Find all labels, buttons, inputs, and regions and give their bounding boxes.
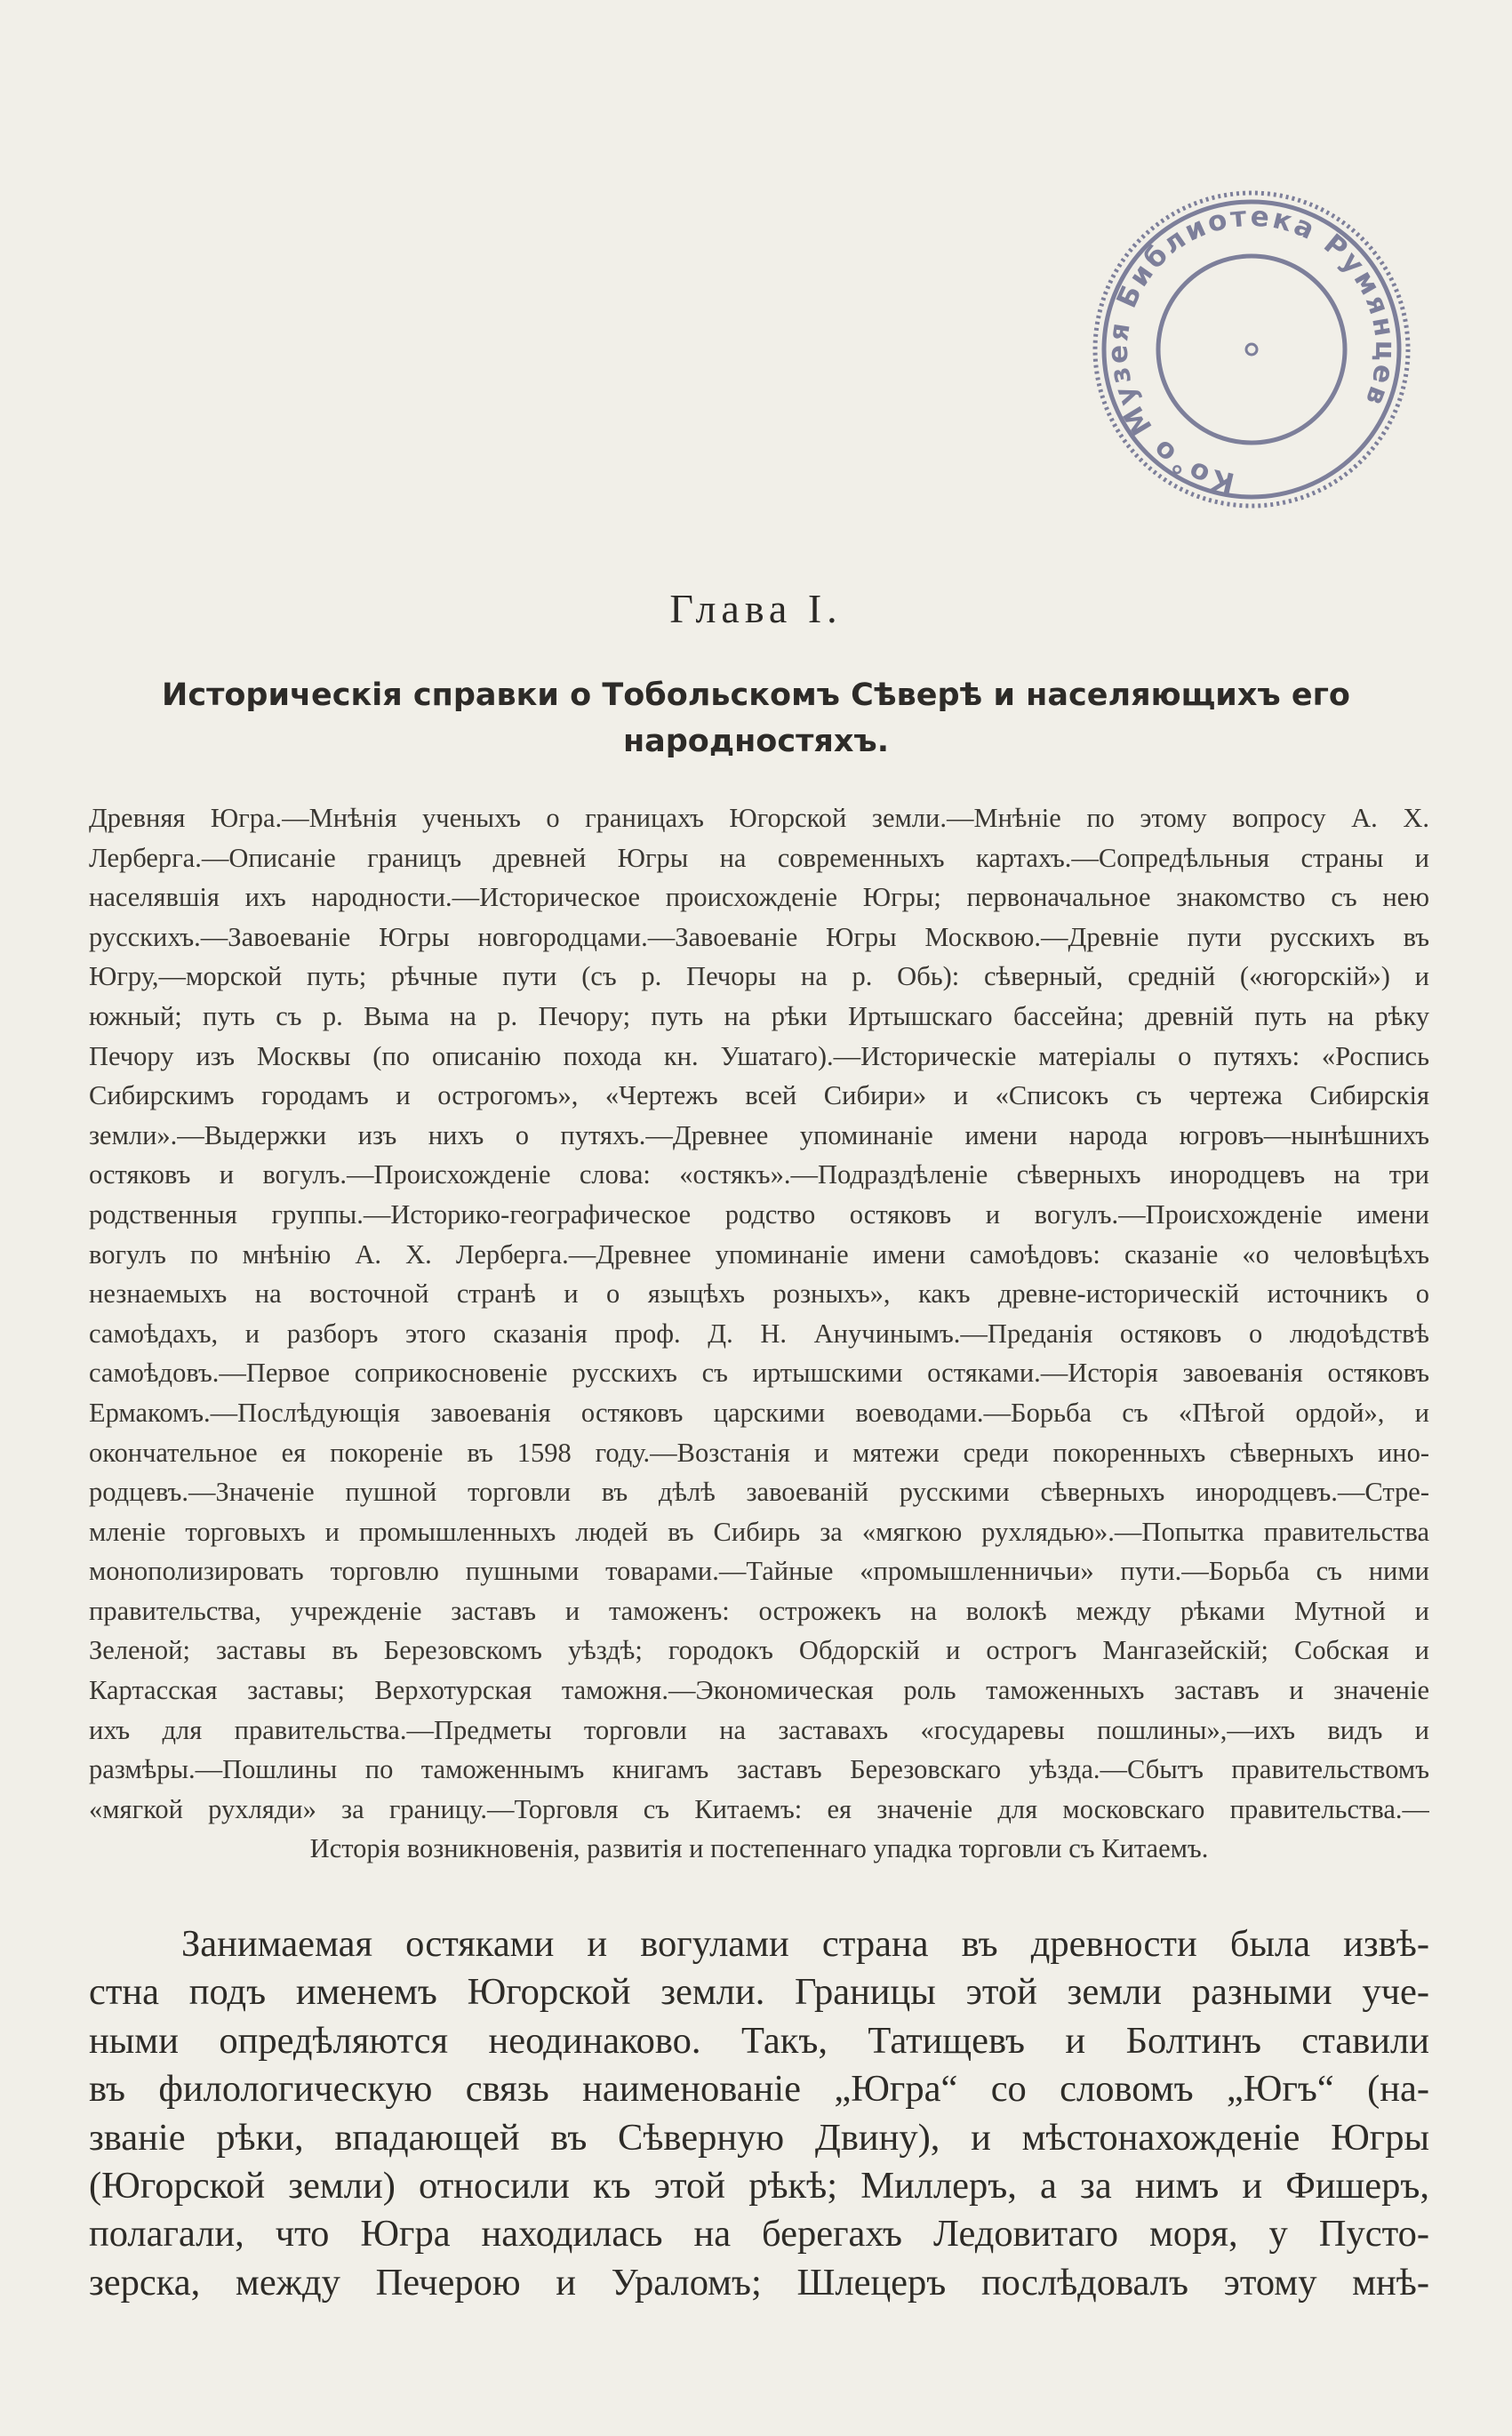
body-line: ными опредѣляются неодинаково. Такъ, Татищевъ и Болтинъ ставили — [89, 2019, 1429, 2062]
chapter-heading: Глава I. — [669, 586, 843, 631]
summary-line: самоѣдахъ, и разборъ этого сказанія проф. Д. Н. Анучинымъ.—Преданія остяковъ о людоѣдствѣ — [89, 1318, 1429, 1349]
body-line: стна подъ именемъ Югорской земли. Границы этой земли разными уче- — [89, 1971, 1429, 2014]
summary-line: размѣры.—Пошлины по таможеннымъ книгамъ заставъ Березовскаго уѣзда.—Сбытъ правительствомъ — [89, 1754, 1429, 1785]
summary-line: остяковъ и вогулъ.—Происхожденіе слова: «остякъ».—Подраздѣленіе сѣверныхъ инородцевъ на три — [89, 1159, 1429, 1190]
chapter-title-line-2: народностяхъ. — [622, 724, 890, 759]
summary-line: Югру,—морской путь; рѣчные пути (съ р. Печоры на р. Обь): сѣверный, средній («югорскій») и — [89, 961, 1429, 992]
body-line: званіе рѣки, впадающей въ Сѣверную Двину), и мѣстонахожденіе Югры — [89, 2116, 1429, 2159]
summary-line: Картасская заставы; Верхотурская таможня.—Экономическая роль таможенныхъ заставъ и значеніе — [89, 1675, 1429, 1706]
body-line: полагали, что Югра находилась на берегахъ Ледовитаго моря, у Пусто- — [89, 2213, 1429, 2256]
body-line: въ филологическую связь наименованіе „Югра“ со словомъ „Югъ“ (на- — [89, 2068, 1429, 2111]
summary-line: родцевъ.—Значеніе пушной торговли въ дѣлѣ завоеваній русскими сѣверныхъ инородцевъ.—Стре- — [89, 1477, 1429, 1508]
summary-line: Зеленой; заставы въ Березовскомъ уѣздѣ; городокъ Обдорскій и острогъ Мангазейскій; Собская и — [89, 1635, 1429, 1666]
body-line: Занимаемая остяками и вогулами страна въ древности была извѣ- — [181, 1923, 1429, 1965]
summary-line: правительства, учрежденіе заставъ и таможенъ: острожекъ на волокѣ между рѣками Мутной и — [89, 1595, 1429, 1626]
summary-line: окончательное ея покореніе въ 1598 году.—Возстанія и мятежи среди покоренныхъ сѣверныхъ ино- — [89, 1437, 1429, 1468]
summary-line: Исторія возникновенія, развитія и постепеннаго упадка торговли съ Китаемъ. — [309, 1833, 1209, 1864]
summary-line: монополизировать торговлю пушными товарами.—Тайные «промышленничьи» пути.—Борьба съ ними — [89, 1556, 1429, 1587]
summary-line: ихъ для правительства.—Предметы торговли на заставахъ «государевы пошлины»,—ихъ видъ и — [89, 1714, 1429, 1745]
chapter-summary — [89, 798, 1429, 1869]
body-text — [89, 1920, 1429, 2307]
body-line: (Югорской земли) относили къ этой рѣкѣ; Миллеръ, а за нимъ и Фишеръ, — [89, 2164, 1429, 2207]
summary-line: Сибирскимъ городамъ и острогомъ», «Чертежъ всей Сибири» и «Списокъ съ чертежа Сибирскія — [89, 1080, 1429, 1111]
summary-line: Печору изъ Москвы (по описанію похода кн. Ушатаго).—Историческіе матеріалы о путяхъ: «Роспись — [89, 1040, 1429, 1071]
summary-line: родственныя группы.—Историко-географическое родство остяковъ и вогулъ.—Происхожденіе имени — [89, 1198, 1429, 1230]
summary-line: мленіе торговыхъ и промышленныхъ людей въ Сибирь за «мягкою рухлядью».—Попытка правительства — [89, 1516, 1429, 1547]
summary-line: Лерберга.—Описаніе границъ древней Югры на современныхъ картахъ.—Сопредѣльныя страны и — [89, 842, 1429, 873]
library-stamp — [1086, 188, 1417, 510]
body-line: зерска, между Печерою и Ураломъ; Шлецеръ послѣдовалъ этому мнѣ- — [89, 2261, 1429, 2304]
chapter-title-line-1: Историческія справки о Тобольскомъ Сѣверѣ и населяющихъ его — [162, 677, 1350, 713]
summary-line: южный; путь съ р. Вымa на р. Печору; путь на рѣки Иртышскаго бассейна; древній путь на рѣку — [89, 1000, 1429, 1031]
summary-line: населявшія ихъ народности.—Историческое происхожденіе Югры; первоначальное знакомство съ нею — [89, 882, 1429, 913]
summary-line: земли».—Выдержки изъ нихъ о путяхъ.—Древнее упоминаніе имени народа югровъ—нынѣшнихъ — [89, 1119, 1429, 1150]
chapter-title — [71, 672, 1441, 765]
summary-line: вогулъ по мнѣнію А. Х. Лерберга.—Древнее упоминаніе имени самоѣдовъ: сказаніе «о человѣцѣхъ — [89, 1238, 1429, 1270]
summary-line: незнаемыхъ на восточной странѣ и о языцѣхъ розныхъ», какъ древне-историческій источникъ о — [89, 1278, 1429, 1310]
summary-line: русскихъ.—Завоеваніе Югры новгородцами.—Завоеваніе Югры Москвою.—Древніе пути русскихъ въ — [89, 921, 1429, 952]
summary-line: самоѣдовъ.—Первое соприкосновеніе русскихъ съ иртышскими остяками.—Исторія завоеванія остяковъ — [89, 1358, 1429, 1389]
stamp-ring-text: Ко°о Музея Библиотека Румянцев — [1101, 200, 1402, 499]
summary-line: Ермакомъ.—Послѣдующія завоеванія остяковъ царскими воеводами.—Борьба съ «Пѣгой ордой», и — [89, 1397, 1429, 1428]
summary-line: «мягкой рухляди» за границу.—Торговля съ Китаемъ: ея значеніе для московскаго правительства.— — [89, 1793, 1429, 1824]
summary-line: Древняя Югра.—Мнѣнія ученыхъ о границахъ Югорской земли.—Мнѣніе по этому вопросу А. Х. — [89, 803, 1429, 833]
